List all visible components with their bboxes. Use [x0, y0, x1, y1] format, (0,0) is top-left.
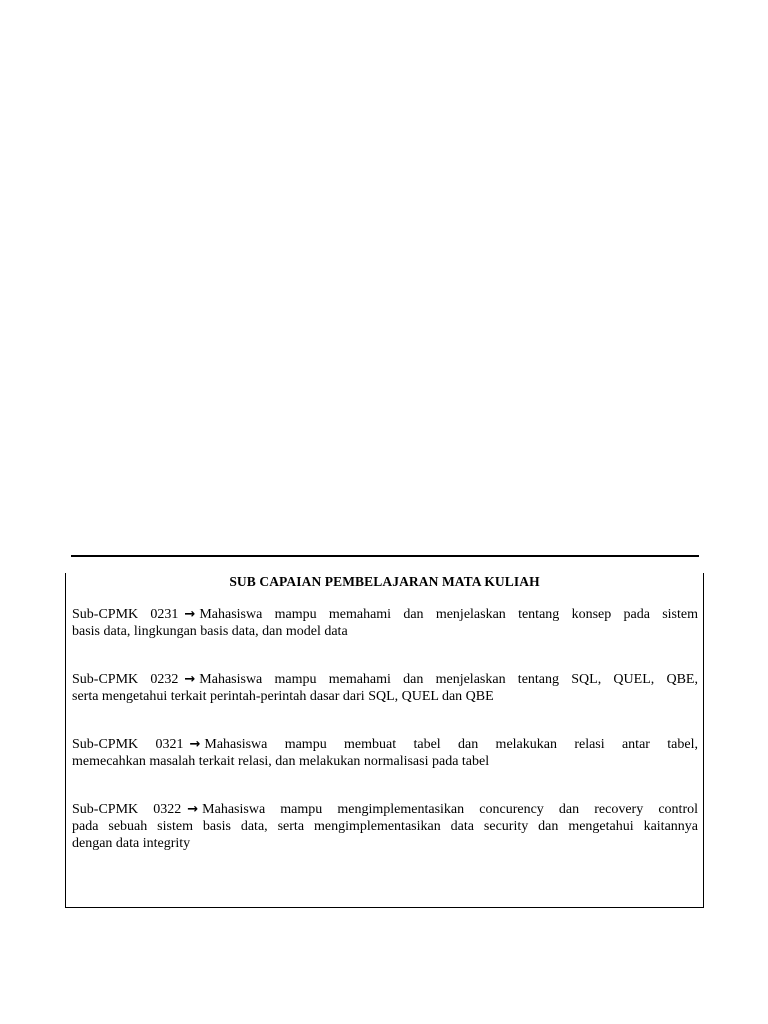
- arrow-right-icon: →: [187, 802, 199, 817]
- sub-cpmk-description-line: pada sebuah sistem basis data, serta mengimplementasikan data security dan mengetahui kaitannya: [72, 819, 698, 834]
- sub-cpmk-description-line: basis data, lingkungan basis data, dan model data: [72, 624, 348, 639]
- sub-cpmk-description-line: serta mengetahui terkait perintah-perintah dasar dari SQL, QUEL dan QBE: [72, 689, 494, 704]
- sub-cpmk-entry: [72, 736, 698, 770]
- sub-cpmk-entry: [72, 606, 698, 640]
- section-heading: SUB CAPAIAN PEMBELAJARAN MATA KULIAH: [229, 574, 540, 589]
- horizontal-rule: [71, 555, 699, 557]
- sub-cpmk-code: Sub-CPMK 0232: [72, 672, 179, 687]
- sub-cpmk-code: Sub-CPMK 0322: [72, 802, 182, 817]
- sub-cpmk-description-line: Mahasiswa mampu mengimplementasikan concurency dan recovery control: [202, 802, 698, 817]
- sub-cpmk-description-line: Mahasiswa mampu memahami dan menjelaskan tentang SQL, QUEL, QBE,: [199, 672, 698, 687]
- sub-cpmk-entry: [72, 801, 698, 852]
- sub-cpmk-code: Sub-CPMK 0321: [72, 737, 184, 752]
- sub-cpmk-entry: [72, 671, 698, 705]
- sub-cpmk-description-line: Mahasiswa mampu memahami dan menjelaskan tentang konsep pada sistem: [199, 607, 698, 622]
- arrow-right-icon: →: [184, 672, 196, 687]
- arrow-right-icon: →: [184, 607, 196, 622]
- sub-cpmk-description-line: dengan data integrity: [72, 836, 191, 851]
- sub-cpmk-box: [65, 573, 704, 908]
- sub-cpmk-code: Sub-CPMK 0231: [72, 607, 179, 622]
- sub-cpmk-description-line: Mahasiswa mampu membuat tabel dan melakukan relasi antar tabel,: [204, 737, 698, 752]
- sub-cpmk-description-line: memecahkan masalah terkait relasi, dan melakukan normalisasi pada tabel: [72, 754, 490, 769]
- arrow-right-icon: →: [189, 737, 201, 752]
